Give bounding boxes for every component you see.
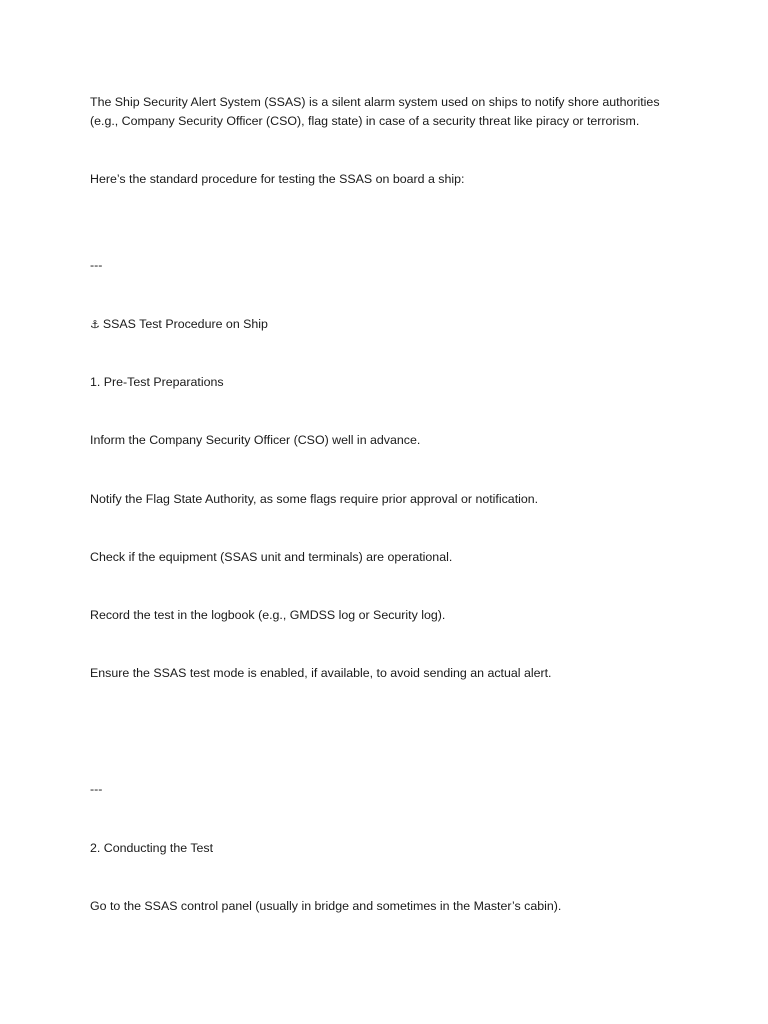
step1-item: Record the test in the logbook (e.g., GMDSS log or Security log). (90, 608, 446, 622)
procedure-lead: Here’s the standard procedure for testing the SSAS on board a ship: (90, 172, 465, 186)
intro-paragraph (90, 93, 690, 130)
separator-1: --- (90, 258, 103, 272)
separator-2: --- (90, 782, 103, 796)
step2-heading: 2. Conducting the Test (90, 841, 214, 855)
section-title (90, 315, 690, 335)
step1-item: Notify the Flag State Authority, as some flags require prior approval or notification. (90, 492, 539, 506)
step1-item: Ensure the SSAS test mode is enabled, if available, to avoid sending an actual alert. (90, 666, 552, 680)
section-title-text: SSAS Test Procedure on Ship (102, 317, 268, 331)
intro-line-2: (e.g., Company Security Officer (CSO), flag state) in case of a security threat like piracy or terrorism. (90, 113, 640, 128)
step1-item: Check if the equipment (SSAS unit and terminals) are operational. (90, 550, 453, 564)
intro-line-1: The Ship Security Alert System (SSAS) is a silent alarm system used on ships to notify shore authorities (90, 95, 660, 109)
step1-heading: 1. Pre-Test Preparations (90, 375, 224, 389)
anchor-icon: ⚓ (90, 318, 100, 331)
step1-item: Inform the Company Security Officer (CSO) well in advance. (90, 433, 421, 447)
step2-item: Go to the SSAS control panel (usually in bridge and sometimes in the Master’s cabin). (90, 899, 562, 913)
